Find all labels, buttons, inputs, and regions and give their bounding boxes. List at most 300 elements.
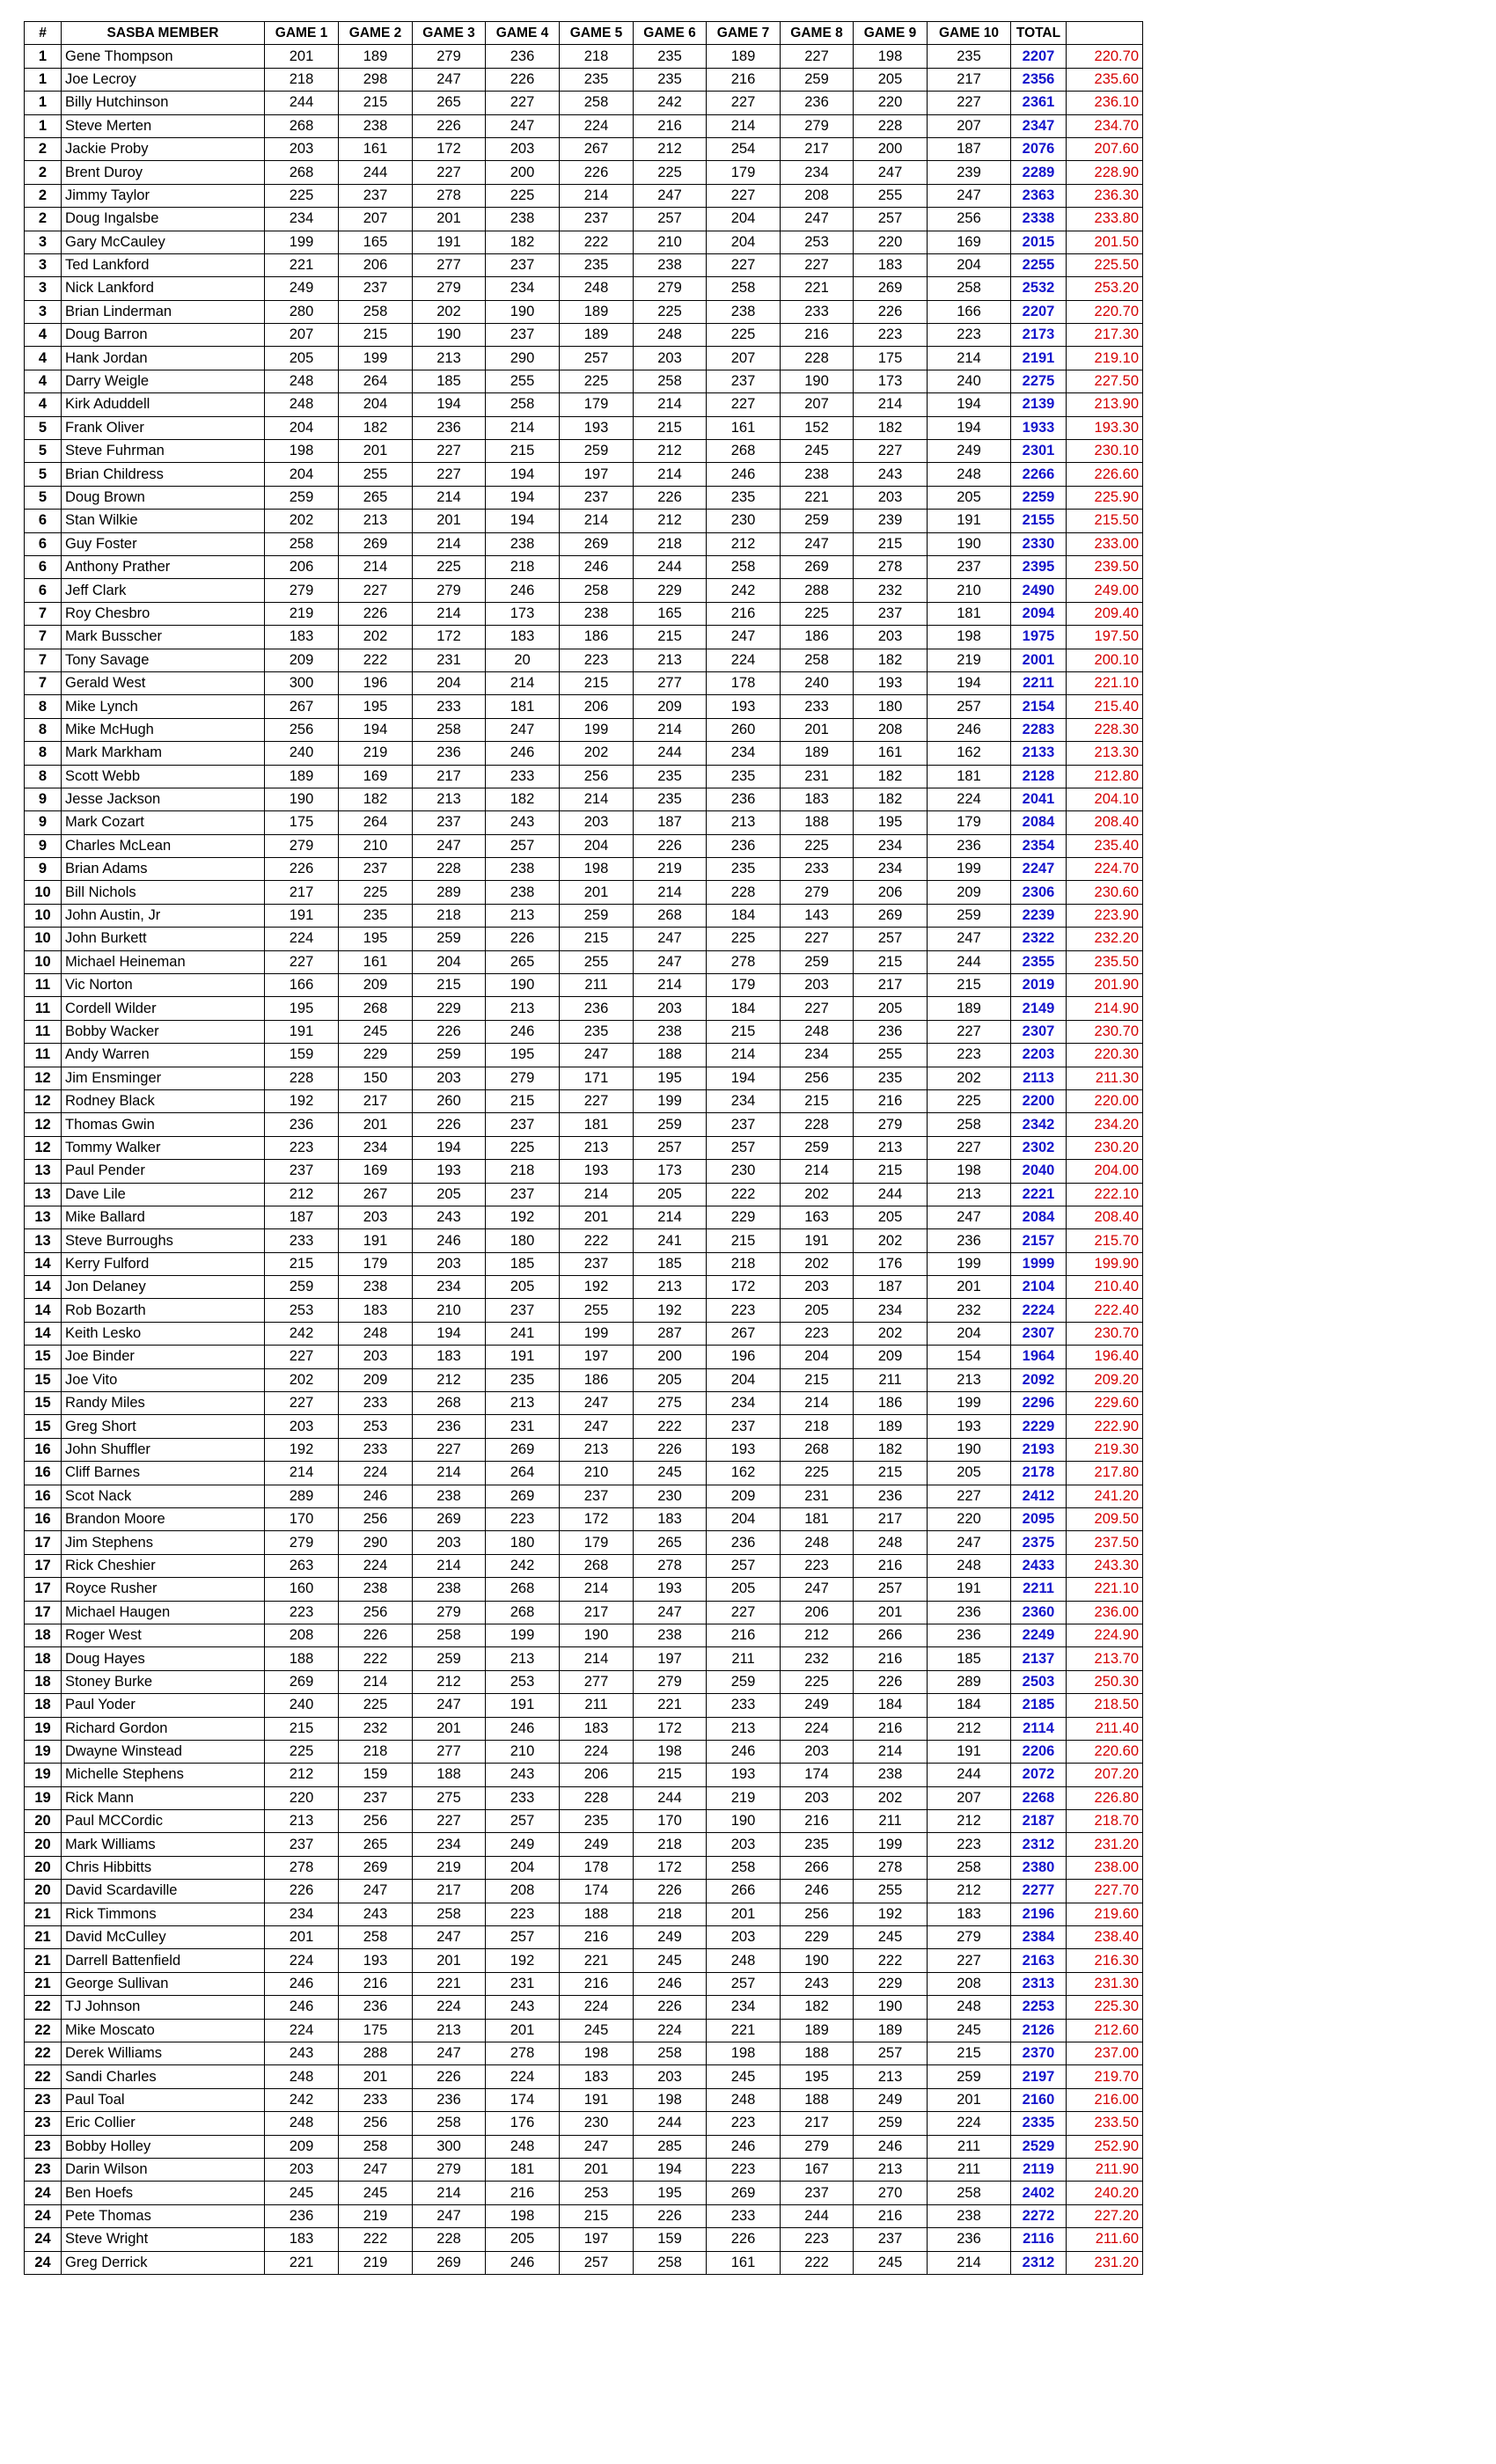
game-8-cell: 188 bbox=[781, 811, 854, 834]
game-5-cell: 201 bbox=[560, 881, 634, 904]
table-row bbox=[25, 602, 1143, 625]
game-8-cell: 269 bbox=[781, 555, 854, 578]
game-5-cell: 198 bbox=[560, 858, 634, 881]
game-7-cell: 233 bbox=[707, 2204, 781, 2227]
rank-cell: 9 bbox=[25, 811, 62, 834]
game-10-cell: 247 bbox=[928, 1531, 1011, 1554]
table-row bbox=[25, 1972, 1143, 1995]
game-4-cell: 183 bbox=[486, 626, 560, 649]
game-1-cell: 248 bbox=[265, 2065, 339, 2088]
game-8-cell: 248 bbox=[781, 1020, 854, 1043]
game-8-cell: 189 bbox=[781, 2019, 854, 2042]
game-6-cell: 238 bbox=[634, 253, 707, 276]
total-cell: 2207 bbox=[1011, 45, 1067, 68]
game-10-cell: 227 bbox=[928, 1949, 1011, 1972]
game-5-cell: 214 bbox=[560, 1183, 634, 1206]
total-cell: 2322 bbox=[1011, 928, 1067, 950]
table-row bbox=[25, 974, 1143, 997]
game-2-cell: 215 bbox=[339, 324, 413, 347]
table-row bbox=[25, 1624, 1143, 1646]
rank-cell: 10 bbox=[25, 881, 62, 904]
rank-cell: 15 bbox=[25, 1346, 62, 1368]
game-8-cell: 203 bbox=[781, 974, 854, 997]
total-cell: 2019 bbox=[1011, 974, 1067, 997]
member-name-cell: Mike Moscato bbox=[62, 2019, 265, 2042]
game-2-cell: 219 bbox=[339, 2204, 413, 2227]
game-2-cell: 234 bbox=[339, 1136, 413, 1159]
average-cell: 211.60 bbox=[1067, 2228, 1143, 2251]
member-name-cell: TJ Johnson bbox=[62, 1996, 265, 2019]
game-9-cell: 195 bbox=[854, 811, 928, 834]
game-1-cell: 225 bbox=[265, 184, 339, 207]
total-cell: 2253 bbox=[1011, 1996, 1067, 2019]
game-6-cell: 170 bbox=[634, 1810, 707, 1833]
game-1-cell: 244 bbox=[265, 92, 339, 114]
game-8-cell: 279 bbox=[781, 2135, 854, 2158]
game-1-cell: 217 bbox=[265, 881, 339, 904]
game-9-cell: 236 bbox=[854, 1485, 928, 1507]
game-1-cell: 269 bbox=[265, 1670, 339, 1693]
game-7-cell: 246 bbox=[707, 1740, 781, 1763]
game-10-cell: 258 bbox=[928, 277, 1011, 300]
header-game-2: GAME 2 bbox=[339, 22, 413, 45]
table-row bbox=[25, 904, 1143, 927]
game-10-cell: 247 bbox=[928, 184, 1011, 207]
game-8-cell: 189 bbox=[781, 742, 854, 765]
member-name-cell: Chris Hibbitts bbox=[62, 1856, 265, 1879]
average-cell: 213.90 bbox=[1067, 393, 1143, 416]
member-name-cell: Steve Wright bbox=[62, 2228, 265, 2251]
game-6-cell: 265 bbox=[634, 1531, 707, 1554]
average-cell: 208.40 bbox=[1067, 811, 1143, 834]
game-7-cell: 247 bbox=[707, 626, 781, 649]
game-5-cell: 218 bbox=[560, 45, 634, 68]
game-1-cell: 203 bbox=[265, 1415, 339, 1438]
average-cell: 193.30 bbox=[1067, 416, 1143, 439]
game-5-cell: 178 bbox=[560, 1856, 634, 1879]
game-4-cell: 200 bbox=[486, 161, 560, 184]
total-cell: 2211 bbox=[1011, 1578, 1067, 1601]
game-8-cell: 221 bbox=[781, 486, 854, 509]
game-1-cell: 249 bbox=[265, 277, 339, 300]
game-9-cell: 201 bbox=[854, 1601, 928, 1624]
game-7-cell: 222 bbox=[707, 1183, 781, 1206]
game-4-cell: 194 bbox=[486, 463, 560, 486]
game-9-cell: 173 bbox=[854, 370, 928, 392]
game-4-cell: 198 bbox=[486, 2204, 560, 2227]
total-cell: 2307 bbox=[1011, 1322, 1067, 1345]
game-2-cell: 256 bbox=[339, 1601, 413, 1624]
game-2-cell: 179 bbox=[339, 1252, 413, 1275]
average-cell: 238.40 bbox=[1067, 1926, 1143, 1949]
game-9-cell: 216 bbox=[854, 1554, 928, 1577]
member-name-cell: Mark Williams bbox=[62, 1833, 265, 1856]
game-3-cell: 279 bbox=[413, 1601, 486, 1624]
average-cell: 212.80 bbox=[1067, 765, 1143, 788]
average-cell: 216.00 bbox=[1067, 2088, 1143, 2111]
table-row bbox=[25, 1601, 1143, 1624]
game-2-cell: 225 bbox=[339, 1694, 413, 1717]
total-cell: 2072 bbox=[1011, 1764, 1067, 1786]
game-4-cell: 214 bbox=[486, 671, 560, 694]
game-6-cell: 218 bbox=[634, 1903, 707, 1925]
total-cell: 2185 bbox=[1011, 1694, 1067, 1717]
rank-cell: 6 bbox=[25, 510, 62, 532]
game-6-cell: 238 bbox=[634, 1624, 707, 1646]
member-name-cell: Guy Foster bbox=[62, 532, 265, 555]
game-7-cell: 248 bbox=[707, 2088, 781, 2111]
member-name-cell: Greg Short bbox=[62, 1415, 265, 1438]
game-10-cell: 190 bbox=[928, 532, 1011, 555]
game-7-cell: 213 bbox=[707, 811, 781, 834]
game-5-cell: 192 bbox=[560, 1276, 634, 1299]
average-cell: 228.90 bbox=[1067, 161, 1143, 184]
table-row bbox=[25, 1903, 1143, 1925]
game-5-cell: 222 bbox=[560, 231, 634, 253]
member-name-cell: Pete Thomas bbox=[62, 2204, 265, 2227]
game-2-cell: 201 bbox=[339, 1113, 413, 1136]
game-9-cell: 182 bbox=[854, 416, 928, 439]
game-8-cell: 225 bbox=[781, 1462, 854, 1485]
game-8-cell: 223 bbox=[781, 1322, 854, 1345]
game-8-cell: 216 bbox=[781, 1810, 854, 1833]
game-4-cell: 180 bbox=[486, 1229, 560, 1252]
game-7-cell: 227 bbox=[707, 184, 781, 207]
game-3-cell: 217 bbox=[413, 1880, 486, 1903]
game-5-cell: 206 bbox=[560, 1764, 634, 1786]
game-1-cell: 242 bbox=[265, 1322, 339, 1345]
game-3-cell: 259 bbox=[413, 928, 486, 950]
game-2-cell: 237 bbox=[339, 1786, 413, 1809]
game-7-cell: 161 bbox=[707, 2251, 781, 2274]
game-6-cell: 244 bbox=[634, 742, 707, 765]
game-7-cell: 242 bbox=[707, 579, 781, 602]
average-cell: 215.40 bbox=[1067, 695, 1143, 718]
game-9-cell: 202 bbox=[854, 1229, 928, 1252]
game-6-cell: 210 bbox=[634, 231, 707, 253]
average-cell: 221.10 bbox=[1067, 671, 1143, 694]
game-9-cell: 183 bbox=[854, 253, 928, 276]
game-2-cell: 182 bbox=[339, 788, 413, 810]
game-2-cell: 206 bbox=[339, 253, 413, 276]
average-cell: 230.70 bbox=[1067, 1020, 1143, 1043]
table-row bbox=[25, 811, 1143, 834]
game-3-cell: 277 bbox=[413, 253, 486, 276]
game-4-cell: 204 bbox=[486, 1856, 560, 1879]
game-6-cell: 215 bbox=[634, 626, 707, 649]
game-10-cell: 237 bbox=[928, 555, 1011, 578]
game-3-cell: 231 bbox=[413, 649, 486, 671]
game-4-cell: 223 bbox=[486, 1903, 560, 1925]
game-9-cell: 255 bbox=[854, 1044, 928, 1067]
game-5-cell: 214 bbox=[560, 1647, 634, 1670]
table-row bbox=[25, 1438, 1143, 1461]
game-4-cell: 192 bbox=[486, 1949, 560, 1972]
total-cell: 2312 bbox=[1011, 1833, 1067, 1856]
game-1-cell: 223 bbox=[265, 1136, 339, 1159]
game-10-cell: 227 bbox=[928, 1485, 1011, 1507]
member-name-cell: Billy Hutchinson bbox=[62, 92, 265, 114]
game-5-cell: 245 bbox=[560, 2019, 634, 2042]
table-row bbox=[25, 1252, 1143, 1275]
game-6-cell: 187 bbox=[634, 811, 707, 834]
table-row bbox=[25, 1067, 1143, 1089]
game-3-cell: 224 bbox=[413, 1996, 486, 2019]
member-name-cell: Brian Linderman bbox=[62, 300, 265, 323]
game-3-cell: 193 bbox=[413, 1160, 486, 1183]
average-cell: 240.20 bbox=[1067, 2182, 1143, 2204]
game-7-cell: 238 bbox=[707, 300, 781, 323]
game-6-cell: 258 bbox=[634, 370, 707, 392]
table-row bbox=[25, 1462, 1143, 1485]
game-2-cell: 264 bbox=[339, 811, 413, 834]
game-3-cell: 194 bbox=[413, 1322, 486, 1345]
table-row bbox=[25, 928, 1143, 950]
table-row bbox=[25, 370, 1143, 392]
game-2-cell: 269 bbox=[339, 1856, 413, 1879]
game-3-cell: 219 bbox=[413, 1856, 486, 1879]
game-5-cell: 237 bbox=[560, 486, 634, 509]
total-cell: 2104 bbox=[1011, 1276, 1067, 1299]
member-name-cell: Rick Timmons bbox=[62, 1903, 265, 1925]
game-4-cell: 248 bbox=[486, 2135, 560, 2158]
game-1-cell: 214 bbox=[265, 1462, 339, 1485]
game-9-cell: 216 bbox=[854, 1089, 928, 1112]
game-4-cell: 216 bbox=[486, 2182, 560, 2204]
member-name-cell: Ted Lankford bbox=[62, 253, 265, 276]
game-6-cell: 226 bbox=[634, 1438, 707, 1461]
rank-cell: 17 bbox=[25, 1578, 62, 1601]
game-9-cell: 243 bbox=[854, 463, 928, 486]
rank-cell: 18 bbox=[25, 1670, 62, 1693]
game-5-cell: 224 bbox=[560, 1996, 634, 2019]
game-6-cell: 214 bbox=[634, 718, 707, 741]
game-4-cell: 225 bbox=[486, 1136, 560, 1159]
table-row bbox=[25, 1717, 1143, 1740]
game-1-cell: 225 bbox=[265, 1740, 339, 1763]
game-1-cell: 259 bbox=[265, 486, 339, 509]
game-5-cell: 189 bbox=[560, 300, 634, 323]
average-cell: 238.00 bbox=[1067, 1856, 1143, 1879]
game-6-cell: 279 bbox=[634, 1670, 707, 1693]
game-8-cell: 224 bbox=[781, 1717, 854, 1740]
table-row bbox=[25, 1531, 1143, 1554]
game-4-cell: 182 bbox=[486, 788, 560, 810]
total-cell: 2084 bbox=[1011, 811, 1067, 834]
game-6-cell: 235 bbox=[634, 45, 707, 68]
game-1-cell: 202 bbox=[265, 1368, 339, 1391]
game-10-cell: 212 bbox=[928, 1880, 1011, 1903]
rank-cell: 13 bbox=[25, 1229, 62, 1252]
member-name-cell: Cliff Barnes bbox=[62, 1462, 265, 1485]
rank-cell: 2 bbox=[25, 184, 62, 207]
game-1-cell: 237 bbox=[265, 1160, 339, 1183]
average-cell: 237.00 bbox=[1067, 2042, 1143, 2064]
total-cell: 2133 bbox=[1011, 742, 1067, 765]
total-cell: 2275 bbox=[1011, 370, 1067, 392]
rank-cell: 20 bbox=[25, 1810, 62, 1833]
rank-cell: 14 bbox=[25, 1322, 62, 1345]
total-cell: 2412 bbox=[1011, 1485, 1067, 1507]
game-2-cell: 219 bbox=[339, 2251, 413, 2274]
game-5-cell: 255 bbox=[560, 1299, 634, 1322]
game-1-cell: 170 bbox=[265, 1508, 339, 1531]
game-4-cell: 231 bbox=[486, 1972, 560, 1995]
member-name-cell: Scot Nack bbox=[62, 1485, 265, 1507]
game-5-cell: 213 bbox=[560, 1438, 634, 1461]
game-2-cell: 195 bbox=[339, 928, 413, 950]
member-name-cell: George Sullivan bbox=[62, 1972, 265, 1995]
game-6-cell: 195 bbox=[634, 2182, 707, 2204]
game-10-cell: 185 bbox=[928, 1647, 1011, 1670]
rank-cell: 23 bbox=[25, 2112, 62, 2135]
rank-cell: 5 bbox=[25, 463, 62, 486]
game-7-cell: 229 bbox=[707, 1206, 781, 1228]
member-name-cell: David McCulley bbox=[62, 1926, 265, 1949]
game-5-cell: 179 bbox=[560, 393, 634, 416]
total-cell: 2342 bbox=[1011, 1113, 1067, 1136]
rank-cell: 10 bbox=[25, 904, 62, 927]
average-cell: 201.50 bbox=[1067, 231, 1143, 253]
game-8-cell: 268 bbox=[781, 1438, 854, 1461]
game-6-cell: 198 bbox=[634, 2088, 707, 2111]
game-1-cell: 280 bbox=[265, 300, 339, 323]
game-4-cell: 238 bbox=[486, 532, 560, 555]
game-2-cell: 224 bbox=[339, 1462, 413, 1485]
member-name-cell: Dave Lile bbox=[62, 1183, 265, 1206]
game-7-cell: 207 bbox=[707, 347, 781, 370]
game-2-cell: 264 bbox=[339, 370, 413, 392]
game-4-cell: 243 bbox=[486, 1764, 560, 1786]
rank-cell: 4 bbox=[25, 347, 62, 370]
game-6-cell: 214 bbox=[634, 974, 707, 997]
table-row bbox=[25, 92, 1143, 114]
total-cell: 2355 bbox=[1011, 950, 1067, 973]
game-5-cell: 172 bbox=[560, 1508, 634, 1531]
game-1-cell: 226 bbox=[265, 1880, 339, 1903]
game-10-cell: 213 bbox=[928, 1368, 1011, 1391]
game-4-cell: 192 bbox=[486, 1206, 560, 1228]
total-cell: 2196 bbox=[1011, 1903, 1067, 1925]
game-5-cell: 235 bbox=[560, 68, 634, 91]
rank-cell: 10 bbox=[25, 928, 62, 950]
game-5-cell: 183 bbox=[560, 1717, 634, 1740]
game-4-cell: 247 bbox=[486, 114, 560, 137]
game-3-cell: 201 bbox=[413, 1949, 486, 1972]
total-cell: 2119 bbox=[1011, 2158, 1067, 2181]
game-10-cell: 154 bbox=[928, 1346, 1011, 1368]
total-cell: 2191 bbox=[1011, 347, 1067, 370]
game-8-cell: 191 bbox=[781, 1229, 854, 1252]
game-7-cell: 178 bbox=[707, 671, 781, 694]
table-row bbox=[25, 347, 1143, 370]
game-3-cell: 226 bbox=[413, 114, 486, 137]
average-cell: 224.90 bbox=[1067, 1624, 1143, 1646]
game-10-cell: 194 bbox=[928, 671, 1011, 694]
game-1-cell: 300 bbox=[265, 671, 339, 694]
rank-cell: 15 bbox=[25, 1415, 62, 1438]
game-5-cell: 199 bbox=[560, 1322, 634, 1345]
game-10-cell: 289 bbox=[928, 1670, 1011, 1693]
game-2-cell: 255 bbox=[339, 463, 413, 486]
game-5-cell: 171 bbox=[560, 1067, 634, 1089]
game-3-cell: 204 bbox=[413, 671, 486, 694]
game-4-cell: 203 bbox=[486, 137, 560, 160]
game-6-cell: 197 bbox=[634, 1647, 707, 1670]
average-cell: 217.30 bbox=[1067, 324, 1143, 347]
total-cell: 2239 bbox=[1011, 904, 1067, 927]
average-cell: 233.00 bbox=[1067, 532, 1143, 555]
game-8-cell: 152 bbox=[781, 416, 854, 439]
game-2-cell: 175 bbox=[339, 2019, 413, 2042]
game-6-cell: 226 bbox=[634, 834, 707, 857]
game-2-cell: 267 bbox=[339, 1183, 413, 1206]
game-9-cell: 259 bbox=[854, 2112, 928, 2135]
game-8-cell: 214 bbox=[781, 1392, 854, 1415]
member-name-cell: Gene Thompson bbox=[62, 45, 265, 68]
game-5-cell: 223 bbox=[560, 649, 634, 671]
game-1-cell: 242 bbox=[265, 2088, 339, 2111]
game-4-cell: 257 bbox=[486, 1926, 560, 1949]
game-1-cell: 160 bbox=[265, 1578, 339, 1601]
game-2-cell: 268 bbox=[339, 997, 413, 1020]
game-6-cell: 235 bbox=[634, 68, 707, 91]
table-row bbox=[25, 881, 1143, 904]
rank-cell: 2 bbox=[25, 208, 62, 231]
game-10-cell: 225 bbox=[928, 1089, 1011, 1112]
game-10-cell: 199 bbox=[928, 1252, 1011, 1275]
member-name-cell: Doug Ingalsbe bbox=[62, 208, 265, 231]
game-4-cell: 243 bbox=[486, 811, 560, 834]
header-row bbox=[25, 22, 1143, 45]
table-row bbox=[25, 626, 1143, 649]
game-5-cell: 226 bbox=[560, 161, 634, 184]
game-7-cell: 230 bbox=[707, 1160, 781, 1183]
game-4-cell: 214 bbox=[486, 416, 560, 439]
game-1-cell: 191 bbox=[265, 904, 339, 927]
game-8-cell: 190 bbox=[781, 1949, 854, 1972]
game-9-cell: 205 bbox=[854, 68, 928, 91]
game-7-cell: 235 bbox=[707, 765, 781, 788]
game-7-cell: 227 bbox=[707, 393, 781, 416]
game-1-cell: 227 bbox=[265, 1346, 339, 1368]
game-4-cell: 246 bbox=[486, 1020, 560, 1043]
game-10-cell: 258 bbox=[928, 1113, 1011, 1136]
table-row bbox=[25, 1926, 1143, 1949]
game-3-cell: 201 bbox=[413, 1717, 486, 1740]
game-6-cell: 268 bbox=[634, 904, 707, 927]
rank-cell: 11 bbox=[25, 1044, 62, 1067]
game-9-cell: 236 bbox=[854, 1020, 928, 1043]
game-2-cell: 193 bbox=[339, 1949, 413, 1972]
game-4-cell: 231 bbox=[486, 1415, 560, 1438]
game-9-cell: 269 bbox=[854, 904, 928, 927]
total-cell: 2302 bbox=[1011, 1136, 1067, 1159]
game-7-cell: 203 bbox=[707, 1926, 781, 1949]
game-5-cell: 174 bbox=[560, 1880, 634, 1903]
game-3-cell: 234 bbox=[413, 1276, 486, 1299]
game-9-cell: 202 bbox=[854, 1786, 928, 1809]
game-9-cell: 247 bbox=[854, 161, 928, 184]
member-name-cell: Joe Binder bbox=[62, 1346, 265, 1368]
game-10-cell: 187 bbox=[928, 137, 1011, 160]
rank-cell: 8 bbox=[25, 765, 62, 788]
game-3-cell: 278 bbox=[413, 184, 486, 207]
game-3-cell: 194 bbox=[413, 393, 486, 416]
average-cell: 222.90 bbox=[1067, 1415, 1143, 1438]
game-9-cell: 237 bbox=[854, 2228, 928, 2251]
game-4-cell: 226 bbox=[486, 68, 560, 91]
